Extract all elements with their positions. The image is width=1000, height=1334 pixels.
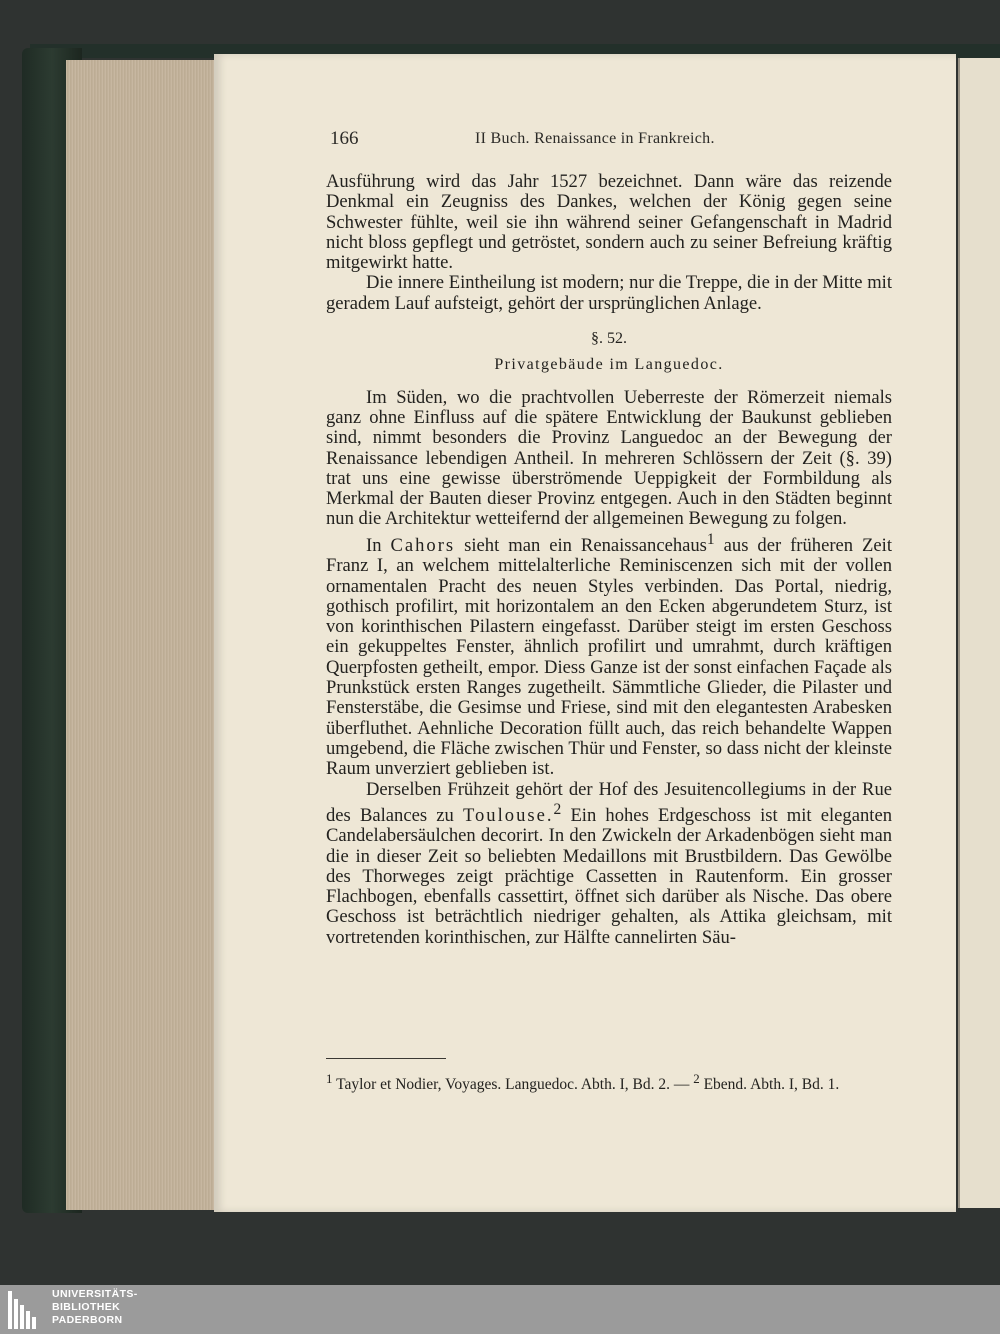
section-number: §. 52. <box>591 330 627 348</box>
page-block-edges <box>66 60 216 1210</box>
running-title: II Buch. Renaissance in Frankreich. <box>475 130 715 147</box>
paragraph-3: Im Süden, wo die prachtvollen Ueberreste der Römerzeit niemals ganz ohne Einfluss auf die spätere Entwicklung der Baukunst geblieben sind, nimmt besonders die Provinz Languedoc an der Bewegung der Renaissance lebendigen Antheil. In mehreren Schlössern der Zeit (§. 39) trat uns eine gewisse überströmende Ueppigkeit der Formbildung als Merkmal der Bauten dieser Provinz entgegen. Auch in den Städten beginnt nun die Architektur wetteifernd der allgemeinen Bewegung zu folgen. <box>326 386 892 530</box>
footnote-ref-2: 2 <box>553 800 562 818</box>
library-footer-bar <box>0 1285 1000 1334</box>
library-name-line-3: PADERBORN <box>52 1314 123 1326</box>
p4-start: In <box>366 534 382 556</box>
p5-b: Ein hohes Erdgeschoss ist mit eleganten Candelabersäulchen decorirt. In den Zwickeln der Arkadenbögen sieht man die in dieser Zeit so beliebten Medaillons mit Brustbildern. Das Gewölbe des Thorweges zeigt prächtige Cassetten in Rautenform. Ein grosser Flachbogen, ebenfalls cassettirt, öffnet sich darüber als Nische. Das obere Geschoss ist beträchtlich niedriger gehalten, als Attika gleichsam, mit vortretenden korinthischen, zur Hälfte cannelirten Säu- <box>326 804 892 948</box>
body-text <box>326 172 892 948</box>
place-cahors: Cahors <box>390 534 456 556</box>
running-header <box>330 128 890 154</box>
paragraph-2: Die innere Eintheilung ist modern; nur die Treppe, die in der Mitte mit geradem Lauf aufsteigt, gehört der ursprünglichen Anlage. <box>326 272 892 314</box>
p4-b: aus der früheren Zeit Franz I, an welchem mittelalterliche Reminiscenzen sich mit der vollen ornamentalen Pracht des neuen Styles verbinden. Das Portal, niedrig, gothisch profilirt, mit horizontalem an den Ecken abgerundetem Sturz, ist von korinthischen Pilastern eingefasst. Darüber steigt im ersten Geschoss ein gekuppeltes Fenster, ähnlich profilirt und umrahmt, durch kräftigen Querpfosten getheilt, empor. Diess Ganze ist der sonst einfachen Façade als Prunkstück ersten Ranges zugetheilt. Sämmtliche Glieder, die Pilaster und Fensterstäbe, die Gesimse und Friese, sind mit den elegantesten Arabesken überfluthet. Aehnliche Decoration füllt auch, das reich behandelte Wappen umgebend, die Fläche zwischen Thür und Fenster, so dass nicht der kleinste Raum unverziert geblieben ist. <box>326 534 893 780</box>
library-logo-icon <box>8 1291 42 1329</box>
footnote-rule <box>326 1058 446 1059</box>
facing-page-edge <box>958 58 1000 1208</box>
p4-a: sieht man ein Renaissancehaus <box>464 534 707 556</box>
place-toulouse: Toulouse. <box>462 804 554 826</box>
library-name-line-1: UNIVERSITÄTS- <box>52 1288 138 1300</box>
section-title: Privatgebäude im Languedoc. <box>494 356 724 374</box>
footnote-ref-1: 1 <box>706 530 715 548</box>
paragraph-4 <box>326 530 892 780</box>
footnote-2-text: Ebend. Abth. I, Bd. 1. <box>703 1076 840 1094</box>
footnote-2-mark: 2 <box>693 1071 700 1086</box>
footnote-1-mark: 1 <box>326 1071 333 1086</box>
paragraph-1: Ausführung wird das Jahr 1527 bezeichnet. Dann wäre das reizende Denkmal ein Zeugniss des Dankes, welchen der König gegen seine Schwester fühlte, weil sie ihn während seiner Gefangenschaft in Madrid nicht bloss gepflegt und getröstet, sondern auch zu seiner Befreiung kräftig mitgewirkt hatte. <box>326 171 892 274</box>
p5-a: Derselben Frühzeit gehört der Hof des Jesuitencollegiums in der Rue des Balances zu <box>326 778 892 826</box>
footnotes <box>326 1070 892 1093</box>
library-name-line-2: BIBLIOTHEK <box>52 1301 121 1313</box>
footnote-1-text: Taylor et Nodier, Voyages. Languedoc. Abth. I, Bd. 2. — <box>336 1076 690 1094</box>
paragraph-5 <box>326 780 892 949</box>
library-name <box>52 1288 192 1327</box>
page-number: 166 <box>330 128 359 149</box>
